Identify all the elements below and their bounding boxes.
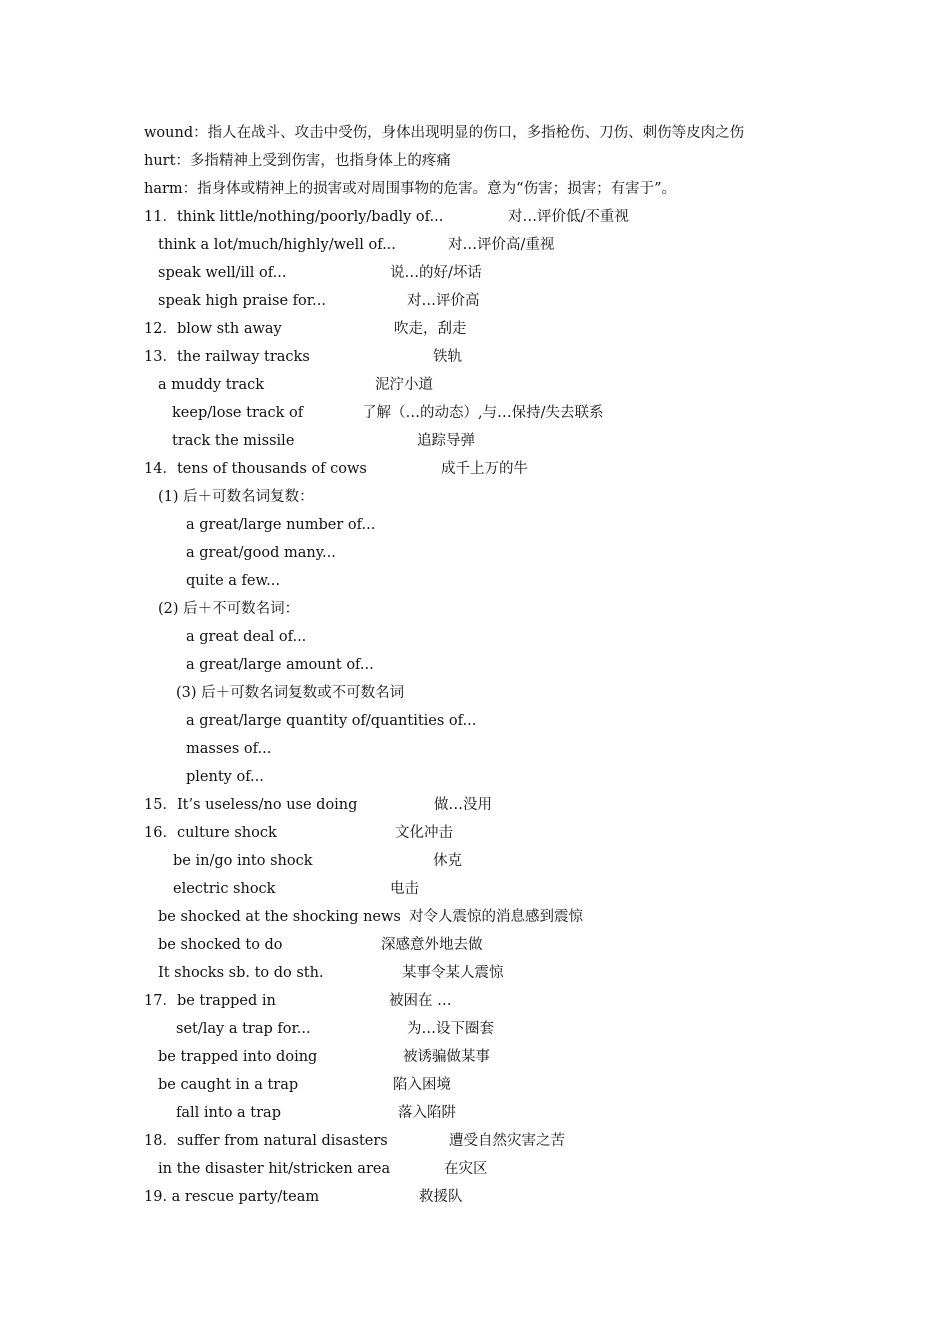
phrase-zh: 对…评价高/重视	[448, 237, 555, 253]
phrase-zh: 对…评价低/不重视	[508, 209, 629, 225]
phrase-en: 14．tens of thousands of cows	[144, 461, 367, 477]
phrase-zh: 被困在 …	[389, 993, 452, 1009]
phrase-en: keep/lose track of	[172, 405, 304, 421]
phrase-en: 17．be trapped in	[144, 993, 276, 1009]
phrase-zh: 了解（…的动态）,与…保持/失去联系	[362, 405, 604, 421]
phrase-zh: 吹走，刮走	[394, 321, 467, 337]
phrase-zh: 铁轨	[433, 349, 462, 365]
phrase-en: track the missile	[172, 433, 295, 449]
phrase-en: think a lot/much/highly/well of...	[158, 237, 396, 253]
phrase-en: 11．think little/nothing/poorly/badly of...	[144, 209, 444, 225]
phrase-en: electric shock	[173, 881, 276, 897]
phrase-zh: 深感意外地去做	[381, 937, 483, 953]
phrase-zh: 在灾区	[444, 1161, 488, 1177]
phrase-en: plenty of...	[186, 769, 264, 785]
phrase-zh: 某事令某人震惊	[402, 965, 504, 981]
sub-heading: (1) 后＋可数名词复数：	[158, 489, 314, 505]
phrase-zh: 成千上万的牛	[441, 461, 528, 477]
phrase-en: masses of...	[186, 741, 272, 757]
phrase-zh: 被诱骗做某事	[403, 1049, 490, 1065]
phrase-en: a great/large number of...	[186, 517, 376, 533]
phrase-en: in the disaster hit/stricken area	[158, 1161, 391, 1177]
phrase-zh: 做…没用	[434, 797, 492, 813]
phrase-en: speak high praise for...	[158, 293, 326, 309]
phrase-en: speak well/ill of...	[158, 265, 287, 281]
phrase-en: It shocks sb. to do sth.	[158, 965, 324, 981]
phrase-en: be in/go into shock	[173, 853, 313, 869]
phrase-zh: 落入陷阱	[398, 1105, 456, 1121]
phrase-en: be shocked to do	[158, 937, 283, 953]
phrase-zh: 遭受自然灾害之苦	[449, 1133, 565, 1149]
phrase-zh: 休克	[433, 853, 462, 869]
phrase-en: quite a few...	[186, 573, 280, 589]
phrase-zh: 追踪导弹	[417, 433, 475, 449]
phrase-en: 12．blow sth away	[144, 321, 282, 337]
phrase-en: 13．the railway tracks	[144, 349, 310, 365]
phrase-en: 19. a rescue party/team	[144, 1189, 320, 1205]
phrase-zh: 陷入困境	[393, 1077, 451, 1093]
phrase-en: set/lay a trap for...	[176, 1021, 311, 1037]
phrase-en: be trapped into doing	[158, 1049, 318, 1065]
phrase-en: a great deal of...	[186, 629, 307, 645]
phrase-en: 18．suffer from natural disasters	[144, 1133, 388, 1149]
phrase-en: a muddy track	[158, 377, 265, 393]
phrase-en: a great/large quantity of/quantities of...	[186, 713, 477, 729]
definition-hurt: hurt：多指精神上受到伤害，也指身体上的疼痛	[144, 153, 451, 169]
phrase-zh: 为…设下圈套	[407, 1021, 494, 1037]
phrase-en: a great/good many...	[186, 545, 336, 561]
phrase-zh: 泥泞小道	[375, 377, 433, 393]
phrase-en: be caught in a trap	[158, 1077, 299, 1093]
phrase-zh: 电击	[390, 881, 419, 897]
phrase-en: be shocked at the shocking news	[158, 909, 401, 925]
phrase-en: 15．It’s useless/no use doing	[144, 797, 358, 813]
definition-wound: wound：指人在战斗、攻击中受伤，身体出现明显的伤口，多指枪伤、刀伤、刺伤等皮肉之伤	[144, 125, 745, 141]
phrase-zh: 救援队	[419, 1189, 463, 1205]
phrase-en: fall into a trap	[176, 1105, 281, 1121]
sub-heading: (2) 后＋不可数名词：	[158, 601, 300, 617]
phrase-zh: 说…的好/坏话	[390, 265, 482, 281]
phrase-en: a great/large amount of...	[186, 657, 374, 673]
sub-heading: (3) 后＋可数名词复数或不可数名词	[176, 685, 405, 701]
phrase-zh: 对令人震惊的消息感到震惊	[409, 909, 583, 925]
phrase-en: 16．culture shock	[144, 825, 277, 841]
phrase-zh: 对…评价高	[407, 293, 480, 309]
definition-harm: harm：指身体或精神上的损害或对周围事物的危害。意为“伤害；损害；有害于”。	[144, 181, 676, 197]
phrase-zh: 文化冲击	[395, 825, 453, 841]
